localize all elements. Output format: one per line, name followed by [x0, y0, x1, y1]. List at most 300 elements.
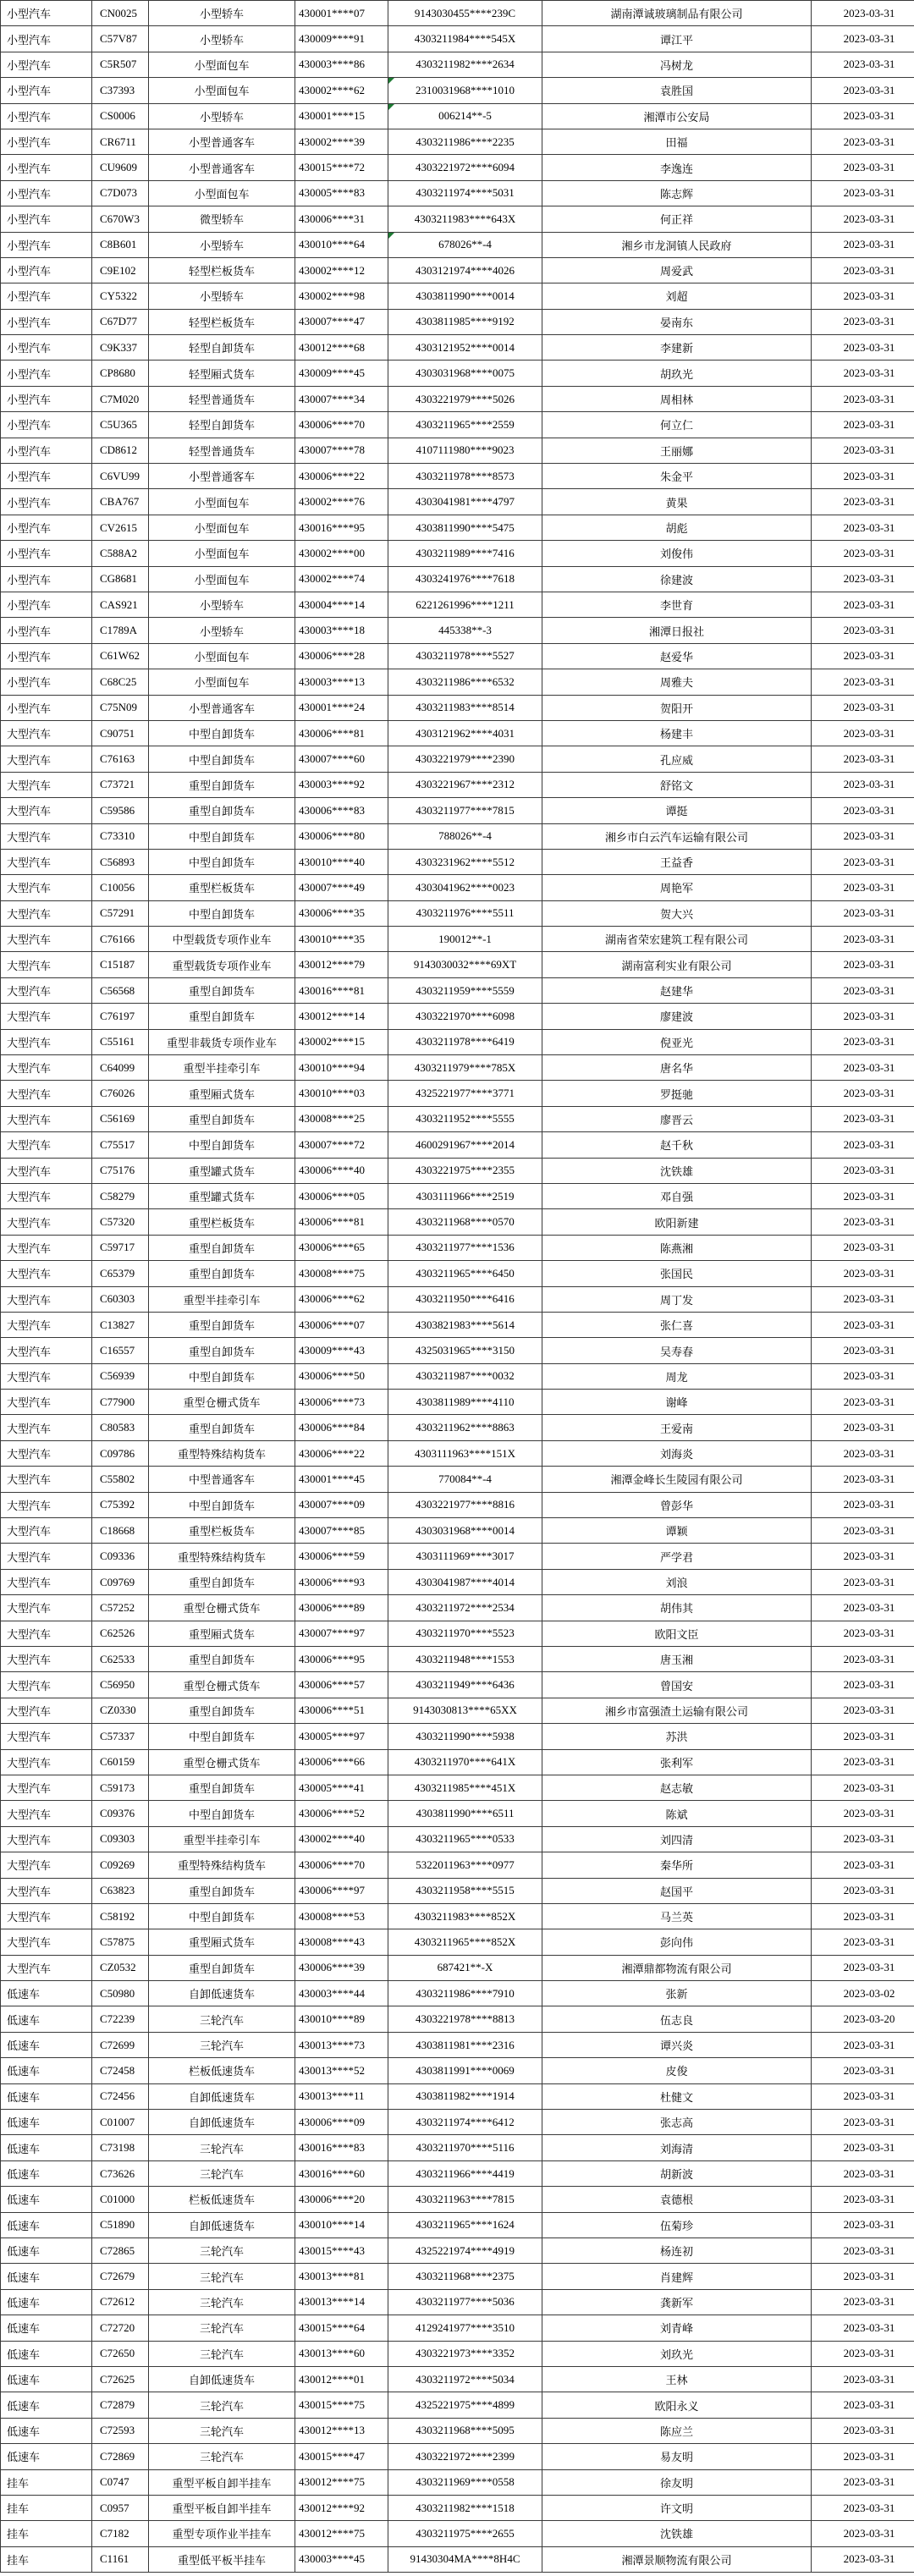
- date-cell[interactable]: 2023-03-31: [812, 52, 914, 77]
- owner-code-cell[interactable]: 430001****24: [295, 695, 388, 720]
- owner-name-cell[interactable]: 周丁发: [542, 1286, 812, 1312]
- vehicle-type-cell[interactable]: 大型汽车: [1, 1492, 92, 1517]
- owner-name-cell[interactable]: 湖南省荣宏建筑工程有限公司: [542, 927, 812, 952]
- vehicle-model-cell[interactable]: 重型半挂牵引车: [149, 1286, 295, 1312]
- vehicle-model-cell[interactable]: 小型轿车: [149, 232, 295, 257]
- id-number-cell[interactable]: 4303041981****4797: [388, 489, 542, 515]
- vehicle-model-cell[interactable]: 小型轿车: [149, 103, 295, 129]
- vehicle-model-cell[interactable]: 中型自卸货车: [149, 823, 295, 849]
- owner-code-cell[interactable]: 430008****53: [295, 1903, 388, 1929]
- date-cell[interactable]: 2023-03-31: [812, 232, 914, 257]
- id-number-cell[interactable]: 4303811982****1914: [388, 2083, 542, 2109]
- vehicle-type-cell[interactable]: 小型汽车: [1, 309, 92, 334]
- vehicle-model-cell[interactable]: 三轮汽车: [149, 2341, 295, 2366]
- id-number-cell[interactable]: 9143030813****65XX: [388, 1698, 542, 1723]
- date-cell[interactable]: 2023-03-31: [812, 1261, 914, 1286]
- vehicle-type-cell[interactable]: 小型汽车: [1, 26, 92, 52]
- date-cell[interactable]: 2023-03-31: [812, 1312, 914, 1337]
- owner-name-cell[interactable]: 周龙: [542, 1363, 812, 1389]
- vehicle-model-cell[interactable]: 重型自卸货车: [149, 798, 295, 823]
- id-number-cell[interactable]: 4303211979****785X: [388, 1055, 542, 1081]
- vehicle-type-cell[interactable]: 大型汽车: [1, 1363, 92, 1389]
- vehicle-model-cell[interactable]: 重型自卸货车: [149, 1338, 295, 1363]
- owner-code-cell[interactable]: 430012****75: [295, 2469, 388, 2495]
- owner-code-cell[interactable]: 430006****80: [295, 823, 388, 849]
- id-number-cell[interactable]: 4303211977****5036: [388, 2289, 542, 2315]
- vehicle-model-cell[interactable]: 重型自卸货车: [149, 1647, 295, 1672]
- vehicle-model-cell[interactable]: 重型专项作业半挂车: [149, 2521, 295, 2546]
- vehicle-type-cell[interactable]: 大型汽车: [1, 977, 92, 1003]
- date-cell[interactable]: 2023-03-31: [812, 1826, 914, 1852]
- owner-code-cell[interactable]: 430015****64: [295, 2315, 388, 2341]
- owner-name-cell[interactable]: 陈斌: [542, 1801, 812, 1826]
- date-cell[interactable]: 2023-03-31: [812, 464, 914, 489]
- plate-number-cell[interactable]: C7D073: [92, 180, 149, 206]
- id-number-cell[interactable]: 4303211959****5559: [388, 977, 542, 1003]
- date-cell[interactable]: 2023-03-31: [812, 2341, 914, 2366]
- owner-code-cell[interactable]: 430003****13: [295, 669, 388, 695]
- owner-code-cell[interactable]: 430013****60: [295, 2341, 388, 2366]
- date-cell[interactable]: 2023-03-31: [812, 1132, 914, 1158]
- owner-code-cell[interactable]: 430010****40: [295, 849, 388, 874]
- owner-code-cell[interactable]: 430003****92: [295, 772, 388, 797]
- date-cell[interactable]: 2023-03-31: [812, 2469, 914, 2495]
- id-number-cell[interactable]: 4303221975****2355: [388, 1158, 542, 1183]
- vehicle-type-cell[interactable]: 大型汽车: [1, 1724, 92, 1749]
- owner-code-cell[interactable]: 430006****31: [295, 206, 388, 232]
- date-cell[interactable]: 2023-03-31: [812, 1878, 914, 1903]
- vehicle-model-cell[interactable]: 重型平板自卸半挂车: [149, 2495, 295, 2520]
- owner-name-cell[interactable]: 胡彪: [542, 515, 812, 540]
- date-cell[interactable]: 2023-03-31: [812, 1801, 914, 1826]
- owner-name-cell[interactable]: 刘玖光: [542, 2341, 812, 2366]
- vehicle-type-cell[interactable]: 低速车: [1, 2083, 92, 2109]
- date-cell[interactable]: 2023-03-31: [812, 103, 914, 129]
- owner-code-cell[interactable]: 430006****89: [295, 1595, 388, 1621]
- plate-number-cell[interactable]: C18668: [92, 1518, 149, 1544]
- owner-name-cell[interactable]: 苏洪: [542, 1724, 812, 1749]
- date-cell[interactable]: 2023-03-31: [812, 1390, 914, 1415]
- id-number-cell[interactable]: 4325031965****3150: [388, 1338, 542, 1363]
- owner-code-cell[interactable]: 430005****83: [295, 180, 388, 206]
- vehicle-model-cell[interactable]: 中型载货专项作业车: [149, 927, 295, 952]
- id-number-cell[interactable]: 4303221979****2390: [388, 746, 542, 772]
- owner-name-cell[interactable]: 刘海炎: [542, 1440, 812, 1466]
- id-number-cell[interactable]: 006214**-5: [388, 103, 542, 129]
- date-cell[interactable]: 2023-03-31: [812, 78, 914, 103]
- date-cell[interactable]: 2023-03-31: [812, 206, 914, 232]
- id-number-cell[interactable]: 4303211986****7910: [388, 1981, 542, 2006]
- plate-number-cell[interactable]: C51890: [92, 2212, 149, 2237]
- plate-number-cell[interactable]: C76163: [92, 746, 149, 772]
- owner-name-cell[interactable]: 胡新波: [542, 2160, 812, 2186]
- owner-name-cell[interactable]: 舒铭文: [542, 772, 812, 797]
- id-number-cell[interactable]: 190012**-1: [388, 927, 542, 952]
- owner-code-cell[interactable]: 430015****47: [295, 2444, 388, 2469]
- id-number-cell[interactable]: 687421**-X: [388, 1955, 542, 1980]
- date-cell[interactable]: 2023-03-31: [812, 875, 914, 900]
- owner-code-cell[interactable]: 430010****03: [295, 1081, 388, 1106]
- owner-code-cell[interactable]: 430008****75: [295, 1261, 388, 1286]
- vehicle-type-cell[interactable]: 大型汽车: [1, 1209, 92, 1235]
- date-cell[interactable]: 2023-03-31: [812, 927, 914, 952]
- vehicle-model-cell[interactable]: 重型仓栅式货车: [149, 1672, 295, 1698]
- plate-number-cell[interactable]: CZ0330: [92, 1698, 149, 1723]
- owner-name-cell[interactable]: 徐友明: [542, 2469, 812, 2495]
- owner-name-cell[interactable]: 李建新: [542, 335, 812, 361]
- vehicle-type-cell[interactable]: 大型汽车: [1, 1569, 92, 1594]
- owner-code-cell[interactable]: 430016****81: [295, 977, 388, 1003]
- plate-number-cell[interactable]: C75517: [92, 1132, 149, 1158]
- plate-number-cell[interactable]: C73310: [92, 823, 149, 849]
- id-number-cell[interactable]: 4107111980****9023: [388, 438, 542, 463]
- plate-number-cell[interactable]: C76166: [92, 927, 149, 952]
- owner-name-cell[interactable]: 廖晋云: [542, 1106, 812, 1131]
- vehicle-model-cell[interactable]: 重型特殊结构货车: [149, 1544, 295, 1569]
- date-cell[interactable]: 2023-03-31: [812, 1621, 914, 1646]
- owner-code-cell[interactable]: 430013****73: [295, 2032, 388, 2057]
- id-number-cell[interactable]: 4303811990****6511: [388, 1801, 542, 1826]
- owner-code-cell[interactable]: 430001****15: [295, 103, 388, 129]
- vehicle-type-cell[interactable]: 低速车: [1, 2444, 92, 2469]
- date-cell[interactable]: 2023-03-31: [812, 1903, 914, 1929]
- owner-name-cell[interactable]: 孔应威: [542, 746, 812, 772]
- owner-name-cell[interactable]: 黄果: [542, 489, 812, 515]
- plate-number-cell[interactable]: C670W3: [92, 206, 149, 232]
- owner-code-cell[interactable]: 430006****81: [295, 1209, 388, 1235]
- owner-name-cell[interactable]: 刘海清: [542, 2135, 812, 2160]
- plate-number-cell[interactable]: CY5322: [92, 283, 149, 309]
- id-number-cell[interactable]: 4303221972****6094: [388, 155, 542, 180]
- date-cell[interactable]: 2023-03-31: [812, 1338, 914, 1363]
- plate-number-cell[interactable]: C60159: [92, 1749, 149, 1775]
- vehicle-type-cell[interactable]: 低速车: [1, 2264, 92, 2289]
- plate-number-cell[interactable]: C63823: [92, 1878, 149, 1903]
- vehicle-model-cell[interactable]: 重型自卸货车: [149, 1415, 295, 1440]
- date-cell[interactable]: 2023-03-31: [812, 361, 914, 386]
- date-cell[interactable]: 2023-03-31: [812, 489, 914, 515]
- vehicle-type-cell[interactable]: 大型汽车: [1, 952, 92, 977]
- owner-name-cell[interactable]: 朱金平: [542, 464, 812, 489]
- vehicle-model-cell[interactable]: 轻型栏板货车: [149, 309, 295, 334]
- id-number-cell[interactable]: 4303811989****4110: [388, 1390, 542, 1415]
- id-number-cell[interactable]: 4303211984****545X: [388, 26, 542, 52]
- vehicle-model-cell[interactable]: 重型低平板半挂车: [149, 2546, 295, 2572]
- plate-number-cell[interactable]: C56893: [92, 849, 149, 874]
- vehicle-model-cell[interactable]: 中型自卸货车: [149, 1903, 295, 1929]
- owner-code-cell[interactable]: 430012****01: [295, 2366, 388, 2392]
- id-number-cell[interactable]: 4303211965****1624: [388, 2212, 542, 2237]
- owner-code-cell[interactable]: 430004****14: [295, 592, 388, 617]
- vehicle-type-cell[interactable]: 大型汽车: [1, 1106, 92, 1131]
- owner-name-cell[interactable]: 杨建丰: [542, 720, 812, 746]
- vehicle-model-cell[interactable]: 小型面包车: [149, 52, 295, 77]
- vehicle-model-cell[interactable]: 小型轿车: [149, 618, 295, 643]
- owner-name-cell[interactable]: 周相林: [542, 386, 812, 411]
- owner-name-cell[interactable]: 沈铁雄: [542, 2521, 812, 2546]
- id-number-cell[interactable]: 4303211983****643X: [388, 206, 542, 232]
- owner-name-cell[interactable]: 陈志辉: [542, 180, 812, 206]
- date-cell[interactable]: 2023-03-31: [812, 26, 914, 52]
- owner-code-cell[interactable]: 430009****91: [295, 26, 388, 52]
- vehicle-type-cell[interactable]: 低速车: [1, 2110, 92, 2135]
- plate-number-cell[interactable]: CBA767: [92, 489, 149, 515]
- plate-number-cell[interactable]: C77900: [92, 1390, 149, 1415]
- id-number-cell[interactable]: 4303211965****6450: [388, 1261, 542, 1286]
- date-cell[interactable]: 2023-03-31: [812, 1440, 914, 1466]
- id-number-cell[interactable]: 4303211978****5527: [388, 643, 542, 669]
- owner-name-cell[interactable]: 徐建波: [542, 566, 812, 592]
- owner-code-cell[interactable]: 430012****14: [295, 1004, 388, 1029]
- date-cell[interactable]: 2023-03-02: [812, 1981, 914, 2006]
- owner-name-cell[interactable]: 贺大兴: [542, 900, 812, 926]
- id-number-cell[interactable]: 4303111969****3017: [388, 1544, 542, 1569]
- plate-number-cell[interactable]: C9K337: [92, 335, 149, 361]
- vehicle-model-cell[interactable]: 自卸低速货车: [149, 2083, 295, 2109]
- date-cell[interactable]: 2023-03-31: [812, 1467, 914, 1492]
- vehicle-model-cell[interactable]: 轻型自卸货车: [149, 412, 295, 438]
- vehicle-model-cell[interactable]: 重型厢式货车: [149, 1929, 295, 1955]
- owner-code-cell[interactable]: 430002****62: [295, 78, 388, 103]
- id-number-cell[interactable]: 4303121974****4026: [388, 257, 542, 283]
- owner-name-cell[interactable]: 湖南富利实业有限公司: [542, 952, 812, 977]
- id-number-cell[interactable]: 4129241977****3510: [388, 2315, 542, 2341]
- plate-number-cell[interactable]: C76197: [92, 1004, 149, 1029]
- vehicle-type-cell[interactable]: 大型汽车: [1, 1029, 92, 1054]
- plate-number-cell[interactable]: C73626: [92, 2160, 149, 2186]
- vehicle-type-cell[interactable]: 大型汽车: [1, 849, 92, 874]
- vehicle-type-cell[interactable]: 低速车: [1, 2392, 92, 2418]
- date-cell[interactable]: 2023-03-31: [812, 2187, 914, 2212]
- vehicle-type-cell[interactable]: 大型汽车: [1, 1081, 92, 1106]
- vehicle-type-cell[interactable]: 大型汽车: [1, 746, 92, 772]
- plate-number-cell[interactable]: C55161: [92, 1029, 149, 1054]
- owner-name-cell[interactable]: 刘浪: [542, 1569, 812, 1594]
- owner-name-cell[interactable]: 赵建华: [542, 977, 812, 1003]
- plate-number-cell[interactable]: C59586: [92, 798, 149, 823]
- date-cell[interactable]: 2023-03-31: [812, 1698, 914, 1723]
- plate-number-cell[interactable]: C72593: [92, 2418, 149, 2443]
- date-cell[interactable]: 2023-03-31: [812, 1955, 914, 1980]
- plate-number-cell[interactable]: C56568: [92, 977, 149, 1003]
- id-number-cell[interactable]: 4303211965****852X: [388, 1929, 542, 1955]
- id-number-cell[interactable]: 4303811985****9192: [388, 309, 542, 334]
- vehicle-model-cell[interactable]: 重型自卸货车: [149, 1106, 295, 1131]
- owner-name-cell[interactable]: 杜健文: [542, 2083, 812, 2109]
- plate-number-cell[interactable]: C01000: [92, 2187, 149, 2212]
- id-number-cell[interactable]: 4303211987****0032: [388, 1363, 542, 1389]
- id-number-cell[interactable]: 4303811991****0069: [388, 2058, 542, 2083]
- owner-name-cell[interactable]: 湘潭金峰长生陵园有限公司: [542, 1467, 812, 1492]
- owner-name-cell[interactable]: 欧阳永义: [542, 2392, 812, 2418]
- plate-number-cell[interactable]: C10056: [92, 875, 149, 900]
- owner-code-cell[interactable]: 430006****70: [295, 412, 388, 438]
- date-cell[interactable]: 2023-03-31: [812, 746, 914, 772]
- owner-name-cell[interactable]: 湘潭鼎都物流有限公司: [542, 1955, 812, 1980]
- id-number-cell[interactable]: 4303211983****8514: [388, 695, 542, 720]
- vehicle-model-cell[interactable]: 小型普通客车: [149, 155, 295, 180]
- id-number-cell[interactable]: 4325221974****4919: [388, 2237, 542, 2263]
- date-cell[interactable]: 2023-03-31: [812, 335, 914, 361]
- owner-code-cell[interactable]: 430015****43: [295, 2237, 388, 2263]
- vehicle-model-cell[interactable]: 重型特殊结构货车: [149, 1440, 295, 1466]
- vehicle-type-cell[interactable]: 小型汽车: [1, 515, 92, 540]
- plate-number-cell[interactable]: C0747: [92, 2469, 149, 2495]
- vehicle-type-cell[interactable]: 大型汽车: [1, 1801, 92, 1826]
- owner-code-cell[interactable]: 430006****59: [295, 1544, 388, 1569]
- vehicle-model-cell[interactable]: 重型自卸货车: [149, 1569, 295, 1594]
- vehicle-type-cell[interactable]: 小型汽车: [1, 283, 92, 309]
- id-number-cell[interactable]: 4303211972****2534: [388, 1595, 542, 1621]
- vehicle-type-cell[interactable]: 大型汽车: [1, 1312, 92, 1337]
- vehicle-type-cell[interactable]: 大型汽车: [1, 1338, 92, 1363]
- vehicle-type-cell[interactable]: 大型汽车: [1, 1929, 92, 1955]
- owner-code-cell[interactable]: 430010****94: [295, 1055, 388, 1081]
- date-cell[interactable]: 2023-03-31: [812, 1852, 914, 1878]
- owner-name-cell[interactable]: 贺阳开: [542, 695, 812, 720]
- vehicle-type-cell[interactable]: 大型汽车: [1, 1158, 92, 1183]
- vehicle-model-cell[interactable]: 小型轿车: [149, 1, 295, 26]
- id-number-cell[interactable]: 4303211974****5031: [388, 180, 542, 206]
- id-number-cell[interactable]: 4303211962****8863: [388, 1415, 542, 1440]
- vehicle-type-cell[interactable]: 低速车: [1, 2212, 92, 2237]
- owner-code-cell[interactable]: 430007****85: [295, 1518, 388, 1544]
- owner-name-cell[interactable]: 肖建辉: [542, 2264, 812, 2289]
- plate-number-cell[interactable]: C57V87: [92, 26, 149, 52]
- plate-number-cell[interactable]: C72679: [92, 2264, 149, 2289]
- owner-code-cell[interactable]: 430005****97: [295, 1724, 388, 1749]
- date-cell[interactable]: 2023-03-31: [812, 2160, 914, 2186]
- owner-name-cell[interactable]: 冯树龙: [542, 52, 812, 77]
- vehicle-type-cell[interactable]: 大型汽车: [1, 1183, 92, 1208]
- owner-name-cell[interactable]: 胡玖光: [542, 361, 812, 386]
- owner-name-cell[interactable]: 谭挺: [542, 798, 812, 823]
- plate-number-cell[interactable]: C64099: [92, 1055, 149, 1081]
- owner-code-cell[interactable]: 430006****84: [295, 1415, 388, 1440]
- date-cell[interactable]: 2023-03-31: [812, 1647, 914, 1672]
- owner-code-cell[interactable]: 430006****83: [295, 798, 388, 823]
- plate-number-cell[interactable]: CAS921: [92, 592, 149, 617]
- vehicle-type-cell[interactable]: 低速车: [1, 2418, 92, 2443]
- id-number-cell[interactable]: 4303211968****0570: [388, 1209, 542, 1235]
- id-number-cell[interactable]: 4303221973****3352: [388, 2341, 542, 2366]
- owner-code-cell[interactable]: 430013****11: [295, 2083, 388, 2109]
- plate-number-cell[interactable]: C72239: [92, 2006, 149, 2032]
- owner-name-cell[interactable]: 湘潭市公安局: [542, 103, 812, 129]
- owner-name-cell[interactable]: 王林: [542, 2366, 812, 2392]
- vehicle-model-cell[interactable]: 栏板低速货车: [149, 2187, 295, 2212]
- owner-name-cell[interactable]: 唐玉湘: [542, 1647, 812, 1672]
- plate-number-cell[interactable]: C75392: [92, 1492, 149, 1517]
- vehicle-model-cell[interactable]: 栏板低速货车: [149, 2058, 295, 2083]
- owner-name-cell[interactable]: 张仁喜: [542, 1312, 812, 1337]
- vehicle-type-cell[interactable]: 大型汽车: [1, 1647, 92, 1672]
- owner-code-cell[interactable]: 430012****75: [295, 2521, 388, 2546]
- plate-number-cell[interactable]: C59717: [92, 1235, 149, 1260]
- plate-number-cell[interactable]: C80583: [92, 1415, 149, 1440]
- owner-code-cell[interactable]: 430002****15: [295, 1029, 388, 1054]
- vehicle-model-cell[interactable]: 重型自卸货车: [149, 1775, 295, 1800]
- owner-name-cell[interactable]: 刘青峰: [542, 2315, 812, 2341]
- vehicle-model-cell[interactable]: 小型普通客车: [149, 129, 295, 154]
- plate-number-cell[interactable]: C7M020: [92, 386, 149, 411]
- vehicle-model-cell[interactable]: 轻型厢式货车: [149, 361, 295, 386]
- date-cell[interactable]: 2023-03-31: [812, 977, 914, 1003]
- vehicle-model-cell[interactable]: 重型非载货专项作业车: [149, 1029, 295, 1054]
- date-cell[interactable]: 2023-03-31: [812, 695, 914, 720]
- owner-code-cell[interactable]: 430006****22: [295, 1440, 388, 1466]
- id-number-cell[interactable]: 4303211983****852X: [388, 1903, 542, 1929]
- plate-number-cell[interactable]: C6VU99: [92, 464, 149, 489]
- owner-name-cell[interactable]: 邓自强: [542, 1183, 812, 1208]
- vehicle-type-cell[interactable]: 大型汽车: [1, 1595, 92, 1621]
- vehicle-type-cell[interactable]: 挂车: [1, 2469, 92, 2495]
- vehicle-type-cell[interactable]: 低速车: [1, 2289, 92, 2315]
- id-number-cell[interactable]: 788026**-4: [388, 823, 542, 849]
- plate-number-cell[interactable]: C61W62: [92, 643, 149, 669]
- vehicle-model-cell[interactable]: 重型自卸货车: [149, 1261, 295, 1286]
- plate-number-cell[interactable]: CP8680: [92, 361, 149, 386]
- plate-number-cell[interactable]: C5U365: [92, 412, 149, 438]
- id-number-cell[interactable]: 4303211968****5095: [388, 2418, 542, 2443]
- owner-code-cell[interactable]: 430016****95: [295, 515, 388, 540]
- owner-code-cell[interactable]: 430009****43: [295, 1338, 388, 1363]
- date-cell[interactable]: 2023-03-31: [812, 155, 914, 180]
- plate-number-cell[interactable]: C01007: [92, 2110, 149, 2135]
- plate-number-cell[interactable]: C09336: [92, 1544, 149, 1569]
- vehicle-type-cell[interactable]: 小型汽车: [1, 78, 92, 103]
- plate-number-cell[interactable]: CZ0532: [92, 1955, 149, 1980]
- vehicle-type-cell[interactable]: 大型汽车: [1, 1004, 92, 1029]
- owner-code-cell[interactable]: 430006****39: [295, 1955, 388, 1980]
- plate-number-cell[interactable]: CU9609: [92, 155, 149, 180]
- vehicle-type-cell[interactable]: 大型汽车: [1, 1055, 92, 1081]
- owner-name-cell[interactable]: 周爱武: [542, 257, 812, 283]
- plate-number-cell[interactable]: CV2615: [92, 515, 149, 540]
- id-number-cell[interactable]: 9143030032****69XT: [388, 952, 542, 977]
- owner-name-cell[interactable]: 湘潭景顺物流有限公司: [542, 2546, 812, 2572]
- date-cell[interactable]: 2023-03-31: [812, 592, 914, 617]
- id-number-cell[interactable]: 4303221972****2399: [388, 2444, 542, 2469]
- owner-name-cell[interactable]: 龚新军: [542, 2289, 812, 2315]
- plate-number-cell[interactable]: C75N09: [92, 695, 149, 720]
- owner-code-cell[interactable]: 430006****95: [295, 1647, 388, 1672]
- vehicle-model-cell[interactable]: 三轮汽车: [149, 2032, 295, 2057]
- owner-code-cell[interactable]: 430006****20: [295, 2187, 388, 2212]
- id-number-cell[interactable]: 770084**-4: [388, 1467, 542, 1492]
- plate-number-cell[interactable]: C9E102: [92, 257, 149, 283]
- id-number-cell[interactable]: 4303211952****5555: [388, 1106, 542, 1131]
- date-cell[interactable]: 2023-03-31: [812, 2418, 914, 2443]
- plate-number-cell[interactable]: C65379: [92, 1261, 149, 1286]
- owner-name-cell[interactable]: 欧阳新建: [542, 1209, 812, 1235]
- id-number-cell[interactable]: 4303211972****5034: [388, 2366, 542, 2392]
- id-number-cell[interactable]: 4303111963****151X: [388, 1440, 542, 1466]
- owner-code-cell[interactable]: 430012****13: [295, 2418, 388, 2443]
- vehicle-type-cell[interactable]: 大型汽车: [1, 1621, 92, 1646]
- id-number-cell[interactable]: 4303041962****0023: [388, 875, 542, 900]
- id-number-cell[interactable]: 4303211977****1536: [388, 1235, 542, 1260]
- id-number-cell[interactable]: 4303231962****5512: [388, 849, 542, 874]
- vehicle-type-cell[interactable]: 大型汽车: [1, 1852, 92, 1878]
- owner-name-cell[interactable]: 张利军: [542, 1749, 812, 1775]
- date-cell[interactable]: 2023-03-31: [812, 618, 914, 643]
- plate-number-cell[interactable]: C76026: [92, 1081, 149, 1106]
- owner-name-cell[interactable]: 何正祥: [542, 206, 812, 232]
- vehicle-type-cell[interactable]: 低速车: [1, 2237, 92, 2263]
- date-cell[interactable]: 2023-03-31: [812, 952, 914, 977]
- owner-code-cell[interactable]: 430003****86: [295, 52, 388, 77]
